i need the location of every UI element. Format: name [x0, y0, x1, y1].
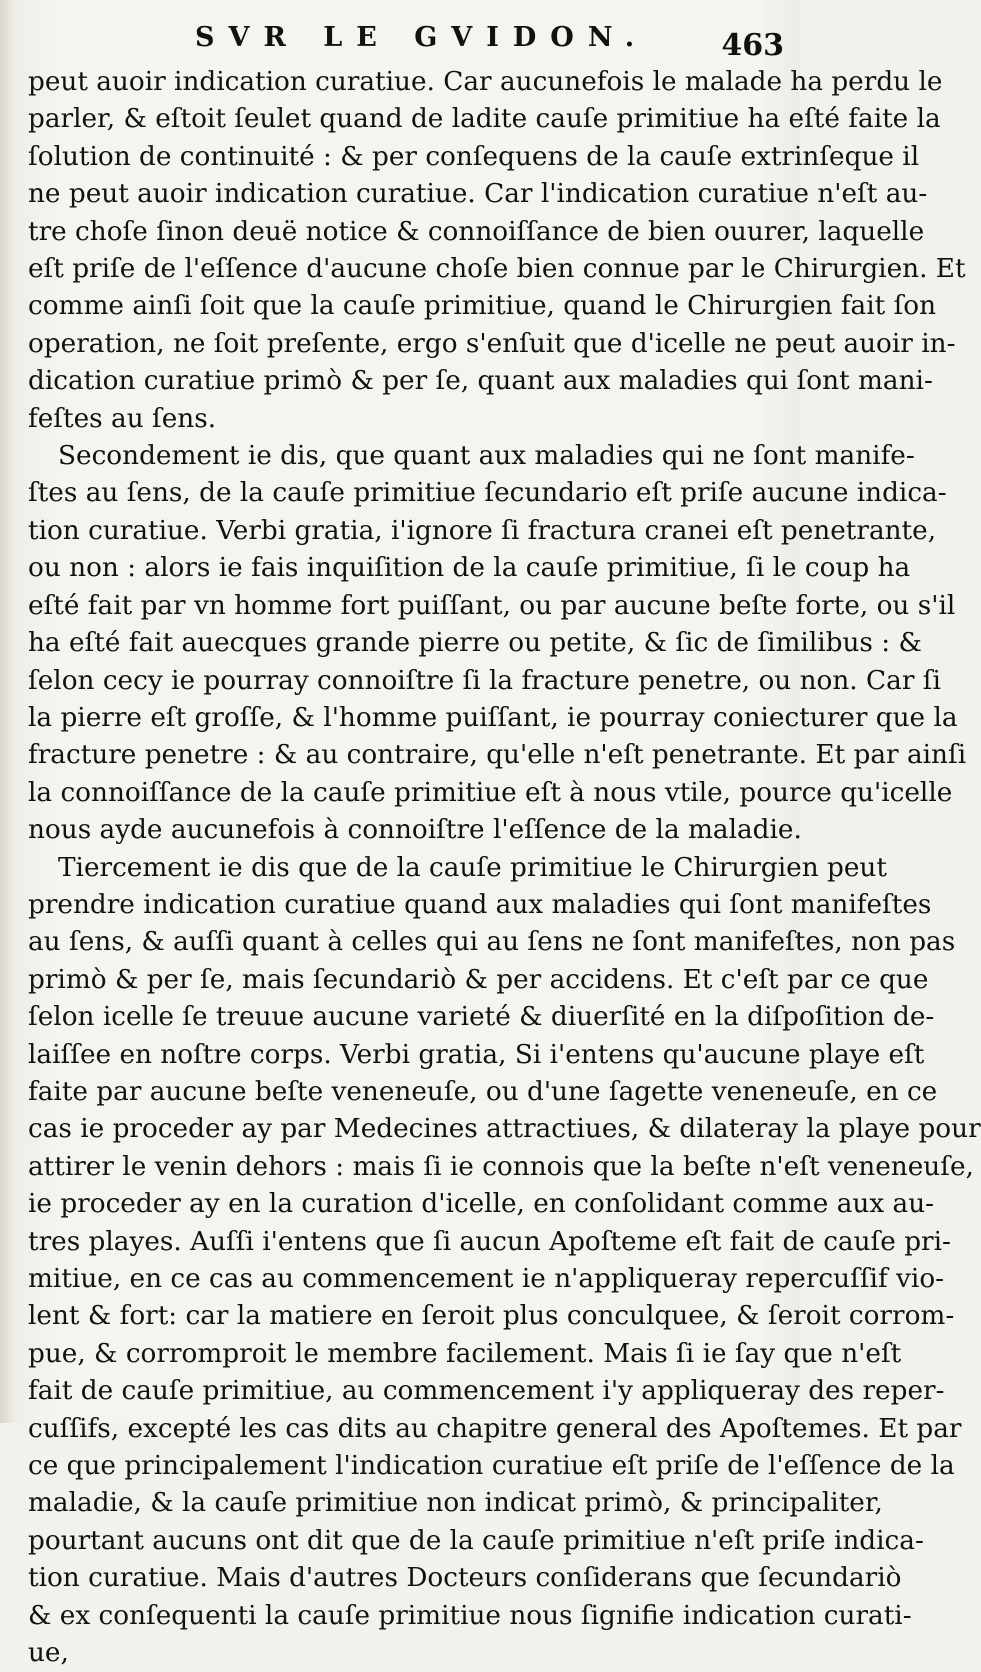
text-line: la pierre eſt groſſe, & l'homme puiſſant, ie pourray coniecturer que la — [28, 702, 958, 733]
text-line: ha eſté fait auecques grande pierre ou petite, & ſic de ſimilibus : & — [28, 628, 922, 659]
text-line: nous ayde aucunefois à connoiſtre l'eſſence de la maladie. — [28, 815, 802, 846]
text-line: ſelon cecy ie pourray connoiſtre ſi la fracture penetre, ou non. Car ſi — [28, 665, 941, 696]
text-line: pourtant aucuns ont dit que de la cauſe primitiue n'eſt priſe indica- — [28, 1525, 924, 1556]
text-line: prendre indication curatiue quand aux maladies qui ſont manifeſtes — [28, 889, 932, 920]
text-line: parler, & eſtoit ſeulet quand de ladite cauſe primitiue ha eſté faite la — [28, 104, 941, 135]
text-line: laiſſee en noſtre corps. Verbi gratia, Si i'entens qu'aucune playe eſt — [28, 1039, 925, 1070]
text-line: tre choſe ſinon deuë notice & connoiſſance de bien ouurer, laquelle — [28, 216, 925, 247]
running-head — [0, 18, 800, 63]
text-line: ne peut auoir indication curatiue. Car l'indication curatiue n'eſt au- — [28, 179, 928, 210]
text-line: ue, — [28, 1638, 69, 1669]
text-line: Secondement ie dis, que quant aux maladies qui ne ſont manife- — [58, 441, 915, 472]
body-text — [28, 64, 981, 1672]
text-line: Tiercement ie dis que de la cauſe primitiue le Chirurgien peut — [58, 852, 887, 883]
text-line: ſtes au ſens, de la cauſe primitiue ſecundario eſt priſe aucune indica- — [28, 478, 947, 509]
text-line: au ſens, & auſſi quant à celles qui au ſens ne ſont manifeſtes, non pas — [28, 927, 956, 958]
text-line: peut auoir indication curatiue. Car aucunefois le malade ha perdu le — [28, 67, 943, 97]
page-number: 463 — [721, 28, 784, 63]
text-line: comme ainſi ſoit que la cauſe primitiue, quand le Chirurgien fait ſon — [28, 291, 937, 322]
text-line: eſt priſe de l'eſſence d'aucune choſe bien connue par le Chirurgien. Et — [28, 254, 966, 285]
text-line: pue, & corromproit le membre facilement. Mais ſi ie ſay que n'eſt — [28, 1338, 902, 1369]
text-line: fracture penetre : & au contraire, qu'elle n'eſt penetrante. Et par ainſi — [28, 740, 967, 771]
text-line: eſté fait par vn homme fort puiſſant, ou par aucune beſte forte, ou s'il — [28, 590, 956, 621]
text-line: ie proceder ay en la curation d'icelle, en conſolidant comme aux au- — [28, 1189, 935, 1220]
text-line: tion curatiue. Verbi gratia, i'ignore ſi fractura cranei eſt penetrante, — [28, 515, 937, 546]
text-line: & ex conſequenti la cauſe primitiue nous ſignifie indication curati- — [28, 1600, 912, 1631]
text-line: ou non : alors ie fais inquiſition de la cauſe primitiue, ſi le coup ha — [28, 553, 911, 584]
text-line: faite par aucune beſte veneneuſe, ou d'une ſagette veneneuſe, en ce — [28, 1076, 938, 1107]
paragraph — [28, 850, 981, 1672]
text-line: ce que principalement l'indication curatiue eſt priſe de l'eſſence de la — [28, 1451, 955, 1482]
text-line: feſtes au ſens. — [28, 403, 217, 434]
text-line: ſolution de continuité : & per conſequens de la cauſe extrinſeque il — [28, 141, 920, 172]
paragraph — [28, 64, 966, 438]
text-line: ſelon icelle ſe treuue aucune varieté & diuerſité en la diſpoſition de- — [28, 1002, 935, 1033]
text-line: dication curatiue primò & per ſe, quant aux maladies qui ſont mani- — [28, 366, 933, 397]
text-line: operation, ne ſoit preſente, ergo s'enſuit que d'icelle ne peut auoir in- — [28, 328, 956, 359]
paragraph — [28, 438, 967, 849]
running-title: SVR LE GVIDON. — [195, 22, 649, 53]
text-line: lent & fort: car la matiere en ſeroit plus conculquee, & ſeroit corrom- — [28, 1301, 955, 1332]
text-line: cuſſifs, excepté les cas dits au chapitre general des Apoſtemes. Et par — [28, 1413, 962, 1444]
text-line: mitiue, en ce cas au commencement ie n'appliqueray repercuſſif vio- — [28, 1264, 945, 1294]
text-line: la connoiſſance de la cauſe primitiue eſt à nous vtile, pource qu'icelle — [28, 777, 953, 808]
text-line: fait de cauſe primitiue, au commencement i'y appliqueray des reper- — [28, 1376, 945, 1407]
text-line: cas ie proceder ay par Medecines attractiues, & dilateray la playe pour — [28, 1114, 981, 1145]
text-line: tion curatiue. Mais d'autres Docteurs conſiderans que ſecundariò — [28, 1563, 902, 1594]
text-line: maladie, & la cauſe primitiue non indicat primò, & principaliter, — [28, 1488, 883, 1519]
text-line: primò & per ſe, mais ſecundariò & per accidens. Et c'eſt par ce que — [28, 964, 929, 995]
text-line: attirer le venin dehors : mais ſi ie connois que la beſte n'eſt veneneuſe, — [28, 1151, 974, 1182]
text-line: tres playes. Auſſi i'entens que ſi aucun Apoſteme eſt fait de cauſe pri- — [28, 1226, 951, 1257]
